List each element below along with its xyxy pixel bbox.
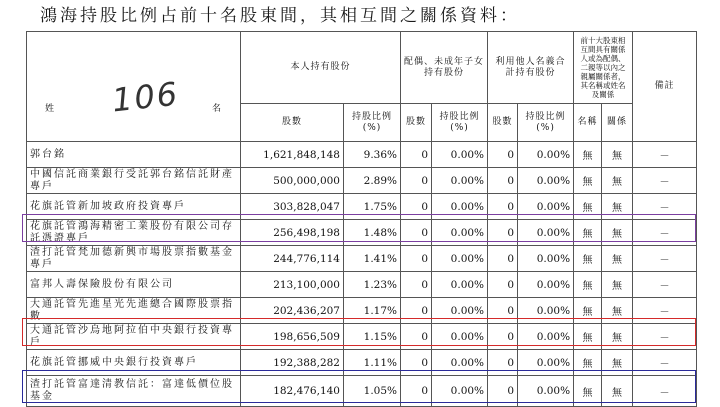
spouse-shares-cell: 0 xyxy=(401,168,432,194)
own-shares-cell: 213,100,000 xyxy=(241,272,344,298)
remark-cell: － xyxy=(633,168,697,194)
document-title: 鴻海持股比例占前十名股東間，其相互間之關係資料： xyxy=(40,6,520,26)
remark-cell: － xyxy=(633,324,697,350)
own-pct-cell: 2.89% xyxy=(344,168,401,194)
own-shares-cell: 500,000,000 xyxy=(241,168,344,194)
related-name-cell: 無 xyxy=(574,376,602,407)
own-shares-cell: 256,498,198 xyxy=(241,220,344,246)
related-name-cell: 無 xyxy=(574,168,602,194)
spouse-pct-header: 持股比例(%) xyxy=(432,104,488,142)
spouse-pct-cell: 0.00% xyxy=(432,168,488,194)
spouse-shares-cell: 0 xyxy=(401,142,432,168)
table-row xyxy=(27,298,697,324)
nominee-shares-cell: 0 xyxy=(488,272,518,298)
nominee-shares-header: 利用他人名義合計持有股份 xyxy=(488,32,574,104)
own-shares-header: 本人持有股份 xyxy=(241,32,401,104)
shareholder-table-wrapper xyxy=(26,31,696,405)
spouse-pct-cell: 0.00% xyxy=(432,142,488,168)
nominee-pct-cell: 0.00% xyxy=(518,298,574,324)
name-header-char-2: 名 xyxy=(211,104,222,114)
own-shares-cell: 198,656,509 xyxy=(241,324,344,350)
related-relation-cell: 無 xyxy=(602,220,633,246)
nominee-pct-cell: 0.00% xyxy=(518,376,574,407)
spouse-shares-cell: 0 xyxy=(401,376,432,407)
related-relation-cell: 無 xyxy=(602,324,633,350)
nominee-pct-cell: 0.00% xyxy=(518,324,574,350)
related-name-header: 名稱 xyxy=(574,104,602,142)
remark-cell: － xyxy=(633,376,697,407)
spouse-shares-count-header: 股數 xyxy=(401,104,432,142)
table-row xyxy=(27,376,697,407)
related-name-cell: 無 xyxy=(574,272,602,298)
own-pct-cell: 1.75% xyxy=(344,194,401,220)
related-party-header: 前十大股東相互間具有關係人或為配偶、二親等以內之親屬關係者，其名稱或姓名及關係 xyxy=(574,32,633,104)
nominee-shares-cell: 0 xyxy=(488,220,518,246)
own-pct-cell: 1.48% xyxy=(344,220,401,246)
nominee-shares-cell: 0 xyxy=(488,324,518,350)
nominee-shares-cell: 0 xyxy=(488,168,518,194)
row-name-cell: 郭台銘 xyxy=(27,142,241,168)
own-shares-cell: 1,621,848,148 xyxy=(241,142,344,168)
related-name-cell: 無 xyxy=(574,350,602,376)
handwritten-annotation: 106 xyxy=(110,74,181,120)
spouse-shares-cell: 0 xyxy=(401,298,432,324)
name-header-char-1: 姓 xyxy=(45,104,56,114)
own-pct-cell: 1.15% xyxy=(344,324,401,350)
spouse-pct-cell: 0.00% xyxy=(432,272,488,298)
related-name-cell: 無 xyxy=(574,246,602,272)
row-name-cell: 富邦人壽保險股份有限公司 xyxy=(27,272,241,298)
row-name-cell: 花旗託管新加坡政府投資專戶 xyxy=(27,194,241,220)
nominee-shares-cell: 0 xyxy=(488,376,518,407)
own-pct-cell: 1.41% xyxy=(344,246,401,272)
spouse-shares-cell: 0 xyxy=(401,246,432,272)
table-row xyxy=(27,142,697,168)
table-row xyxy=(27,246,697,272)
nominee-pct-cell: 0.00% xyxy=(518,194,574,220)
spouse-shares-cell: 0 xyxy=(401,220,432,246)
row-name-cell: 大通託管先進星光先進總合國際股票指數 xyxy=(27,298,241,324)
remark-cell: － xyxy=(633,350,697,376)
row-name-cell: 渣打託管富達清教信託：富達低價位股基金 xyxy=(27,376,241,407)
own-pct-cell: 9.36% xyxy=(344,142,401,168)
spouse-pct-cell: 0.00% xyxy=(432,298,488,324)
related-name-cell: 無 xyxy=(574,142,602,168)
related-relation-cell: 無 xyxy=(602,350,633,376)
table-row xyxy=(27,168,697,194)
related-name-cell: 無 xyxy=(574,194,602,220)
spouse-pct-cell: 0.00% xyxy=(432,350,488,376)
own-shares-cell: 192,388,282 xyxy=(241,350,344,376)
spouse-shares-cell: 0 xyxy=(401,194,432,220)
related-relation-cell: 無 xyxy=(602,246,633,272)
own-pct-header: 持股比例(%) xyxy=(344,104,401,142)
nominee-pct-cell: 0.00% xyxy=(518,350,574,376)
own-shares-cell: 303,828,047 xyxy=(241,194,344,220)
own-shares-cell: 244,776,114 xyxy=(241,246,344,272)
own-shares-cell: 202,436,207 xyxy=(241,298,344,324)
row-name-cell: 花旗託管鴻海精密工業股份有限公司存託憑證專戶 xyxy=(27,220,241,246)
related-name-cell: 無 xyxy=(574,298,602,324)
nominee-shares-count-header: 股數 xyxy=(488,104,518,142)
table-row xyxy=(27,324,697,350)
remark-cell: － xyxy=(633,272,697,298)
related-name-cell: 無 xyxy=(574,324,602,350)
related-relation-cell: 無 xyxy=(602,194,633,220)
related-relation-cell: 無 xyxy=(602,168,633,194)
row-name-cell: 花旗託管挪威中央銀行投資專戶 xyxy=(27,350,241,376)
table-row xyxy=(27,220,697,246)
remark-cell: － xyxy=(633,142,697,168)
table-row xyxy=(27,350,697,376)
row-name-cell: 渣打託管梵加德新興市場股票指數基金專戶 xyxy=(27,246,241,272)
row-name-cell: 大通託管沙烏地阿拉伯中央銀行投資專戶 xyxy=(27,324,241,350)
spouse-shares-cell: 0 xyxy=(401,324,432,350)
own-pct-cell: 1.05% xyxy=(344,376,401,407)
row-name-cell: 中國信託商業銀行受託郭台銘信託財產專戶 xyxy=(27,168,241,194)
nominee-pct-cell: 0.00% xyxy=(518,246,574,272)
remark-cell: － xyxy=(633,194,697,220)
own-shares-cell: 182,476,140 xyxy=(241,376,344,407)
remark-cell: － xyxy=(633,298,697,324)
spouse-pct-cell: 0.00% xyxy=(432,246,488,272)
nominee-pct-cell: 0.00% xyxy=(518,220,574,246)
nominee-shares-cell: 0 xyxy=(488,350,518,376)
spouse-shares-cell: 0 xyxy=(401,350,432,376)
own-shares-count-header: 股數 xyxy=(241,104,344,142)
related-name-cell: 無 xyxy=(574,220,602,246)
spouse-pct-cell: 0.00% xyxy=(432,376,488,407)
remark-header: 備註 xyxy=(633,32,697,142)
nominee-pct-header: 持股比例(%) xyxy=(518,104,574,142)
spouse-pct-cell: 0.00% xyxy=(432,324,488,350)
remark-cell: － xyxy=(633,246,697,272)
related-relation-cell: 無 xyxy=(602,376,633,407)
nominee-shares-cell: 0 xyxy=(488,142,518,168)
own-pct-cell: 1.11% xyxy=(344,350,401,376)
nominee-pct-cell: 0.00% xyxy=(518,168,574,194)
spouse-pct-cell: 0.00% xyxy=(432,220,488,246)
remark-cell: － xyxy=(633,220,697,246)
nominee-pct-cell: 0.00% xyxy=(518,272,574,298)
related-relation-cell: 無 xyxy=(602,272,633,298)
related-relation-cell: 無 xyxy=(602,298,633,324)
table-row xyxy=(27,194,697,220)
related-relation-cell: 無 xyxy=(602,142,633,168)
spouse-pct-cell: 0.00% xyxy=(432,194,488,220)
nominee-shares-cell: 0 xyxy=(488,246,518,272)
related-relation-header: 關係 xyxy=(602,104,633,142)
table-row xyxy=(27,272,697,298)
nominee-pct-cell: 0.00% xyxy=(518,142,574,168)
own-pct-cell: 1.17% xyxy=(344,298,401,324)
spouse-shares-cell: 0 xyxy=(401,272,432,298)
spouse-shares-header: 配偶、未成年子女持有股份 xyxy=(401,32,488,104)
own-pct-cell: 1.23% xyxy=(344,272,401,298)
nominee-shares-cell: 0 xyxy=(488,298,518,324)
nominee-shares-cell: 0 xyxy=(488,194,518,220)
